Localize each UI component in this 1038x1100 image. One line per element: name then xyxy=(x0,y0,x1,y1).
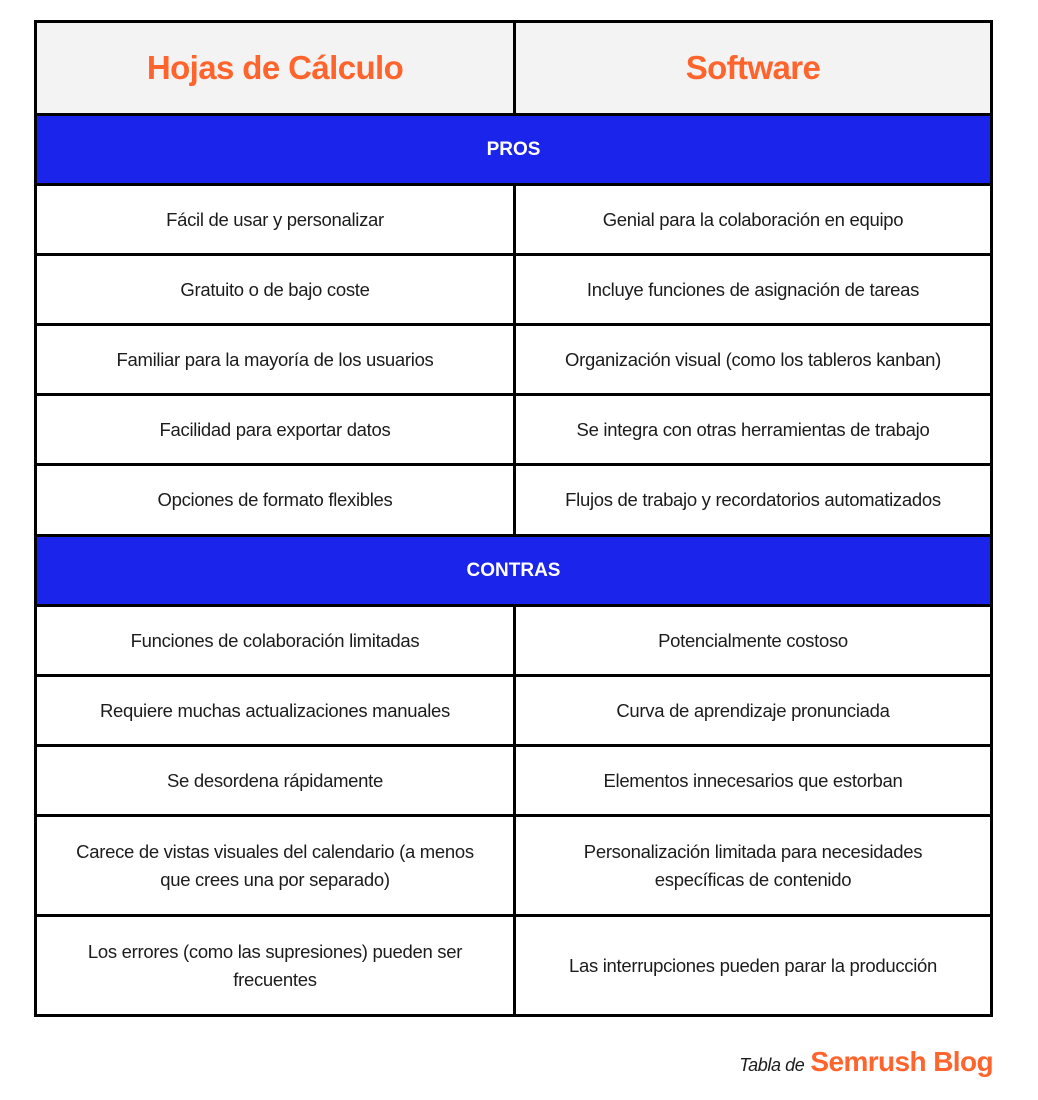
column-header-software: Software xyxy=(516,23,993,116)
contras-row-3-software: Elementos innecesarios que estorban xyxy=(516,747,993,817)
pros-row-1-software: Genial para la colaboración en equipo xyxy=(516,186,993,256)
pros-row-5-software: Flujos de trabajo y recordatorios automatizados xyxy=(516,466,993,537)
contras-row-5-spreadsheets: Los errores (como las supresiones) pueden ser frecuentes xyxy=(37,917,516,1017)
credit-brand-logo: Semrush Blog xyxy=(810,1046,993,1077)
section-header-contras: CONTRAS xyxy=(37,537,993,607)
pros-row-4-software: Se integra con otras herramientas de trabajo xyxy=(516,396,993,466)
pros-row-2-spreadsheets: Gratuito o de bajo coste xyxy=(37,256,516,326)
pros-row-1-spreadsheets: Fácil de usar y personalizar xyxy=(37,186,516,256)
comparison-table xyxy=(34,20,993,1017)
source-credit xyxy=(739,1046,993,1078)
pros-row-5-spreadsheets: Opciones de formato flexibles xyxy=(37,466,516,537)
pros-row-2-software: Incluye funciones de asignación de tareas xyxy=(516,256,993,326)
column-header-spreadsheets: Hojas de Cálculo xyxy=(37,23,516,116)
section-header-pros: PROS xyxy=(37,116,993,186)
contras-row-4-spreadsheets: Carece de vistas visuales del calendario (a menos que crees una por separado) xyxy=(37,817,516,917)
contras-row-3-spreadsheets: Se desordena rápidamente xyxy=(37,747,516,817)
pros-row-4-spreadsheets: Facilidad para exportar datos xyxy=(37,396,516,466)
credit-prefix: Tabla de xyxy=(739,1055,805,1075)
contras-row-2-software: Curva de aprendizaje pronunciada xyxy=(516,677,993,747)
pros-row-3-software: Organización visual (como los tableros kanban) xyxy=(516,326,993,396)
contras-row-1-software: Potencialmente costoso xyxy=(516,607,993,677)
contras-row-1-spreadsheets: Funciones de colaboración limitadas xyxy=(37,607,516,677)
pros-row-3-spreadsheets: Familiar para la mayoría de los usuarios xyxy=(37,326,516,396)
contras-row-4-software: Personalización limitada para necesidades específicas de contenido xyxy=(516,817,993,917)
contras-row-5-software: Las interrupciones pueden parar la producción xyxy=(516,917,993,1017)
contras-row-2-spreadsheets: Requiere muchas actualizaciones manuales xyxy=(37,677,516,747)
